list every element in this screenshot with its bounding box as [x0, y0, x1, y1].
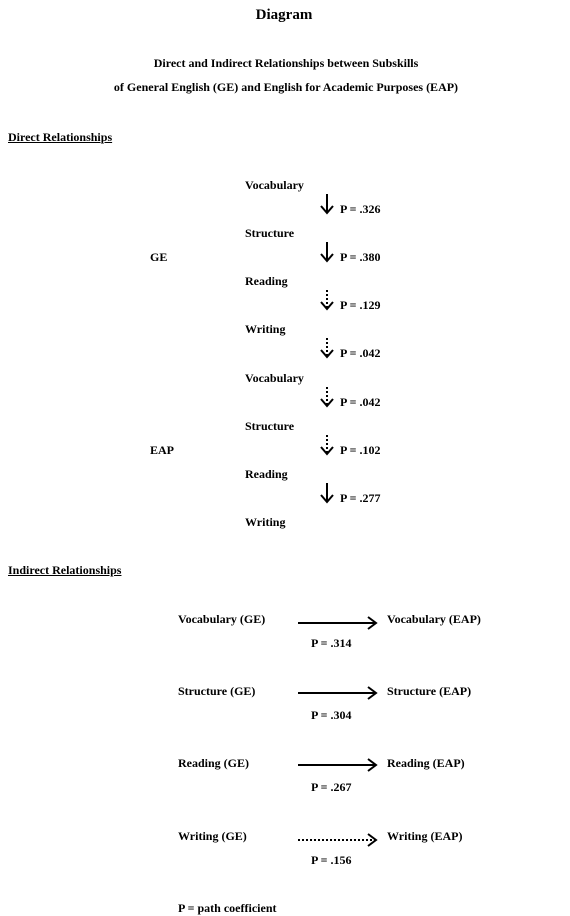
subtitle-line-2: of General English (GE) and English for Academic Purposes (EAP)	[113, 80, 459, 94]
down-arrow-icon	[320, 193, 334, 215]
indirect-path-label: P = .304	[311, 708, 352, 722]
dotted-down-arrow-icon	[320, 434, 334, 456]
indirect-to-writing-eap: Writing (EAP)	[387, 829, 463, 843]
indirect-from-reading-ge: Reading (GE)	[178, 756, 250, 770]
indirect-from-writing-ge: Writing (GE)	[178, 829, 247, 843]
direct-path-label: P = .380	[340, 250, 381, 264]
direct-path-label: P = .042	[340, 346, 381, 360]
dotted-right-arrow-icon	[297, 833, 379, 847]
dotted-down-arrow-icon	[320, 337, 334, 359]
node-eap-structure: Structure	[245, 419, 295, 433]
right-arrow-icon	[297, 616, 379, 630]
indirect-to-structure-eap: Structure (EAP)	[387, 684, 472, 698]
down-arrow-icon	[320, 482, 334, 504]
indirect-to-vocabulary-eap: Vocabulary (EAP)	[387, 612, 481, 626]
node-ge-writing: Writing	[245, 322, 286, 336]
indirect-from-vocabulary-ge: Vocabulary (GE)	[178, 612, 266, 626]
direct-path-label: P = .277	[340, 491, 381, 505]
indirect-path-label: P = .156	[311, 853, 352, 867]
indirect-from-structure-ge: Structure (GE)	[178, 684, 256, 698]
node-ge-structure: Structure	[245, 226, 295, 240]
right-arrow-icon	[297, 686, 379, 700]
dotted-down-arrow-icon	[320, 289, 334, 311]
indirect-relationships-heading: Indirect Relationships	[8, 563, 122, 577]
right-arrow-icon	[297, 758, 379, 772]
indirect-path-label: P = .267	[311, 780, 352, 794]
node-ge-vocabulary: Vocabulary	[245, 178, 304, 192]
direct-path-label: P = .102	[340, 443, 381, 457]
direct-path-label: P = .326	[340, 202, 381, 216]
group-label-ge: GE	[150, 250, 168, 264]
indirect-to-reading-eap: Reading (EAP)	[387, 756, 465, 770]
node-ge-reading: Reading	[245, 274, 288, 288]
indirect-path-label: P = .314	[311, 636, 352, 650]
subtitle-line-1: Direct and Indirect Relationships between Subskills	[153, 56, 419, 70]
direct-path-label: P = .129	[340, 298, 381, 312]
group-label-eap: EAP	[150, 443, 174, 457]
diagram-title: Diagram	[255, 7, 313, 23]
node-eap-reading: Reading	[245, 467, 288, 481]
node-eap-vocabulary: Vocabulary	[245, 371, 304, 385]
direct-path-label: P = .042	[340, 395, 381, 409]
down-arrow-icon	[320, 241, 334, 263]
dotted-down-arrow-icon	[320, 386, 334, 408]
direct-relationships-heading: Direct Relationships	[8, 130, 113, 144]
node-eap-writing: Writing	[245, 515, 286, 529]
footnote-path-coefficient: P = path coefficient	[178, 901, 277, 915]
